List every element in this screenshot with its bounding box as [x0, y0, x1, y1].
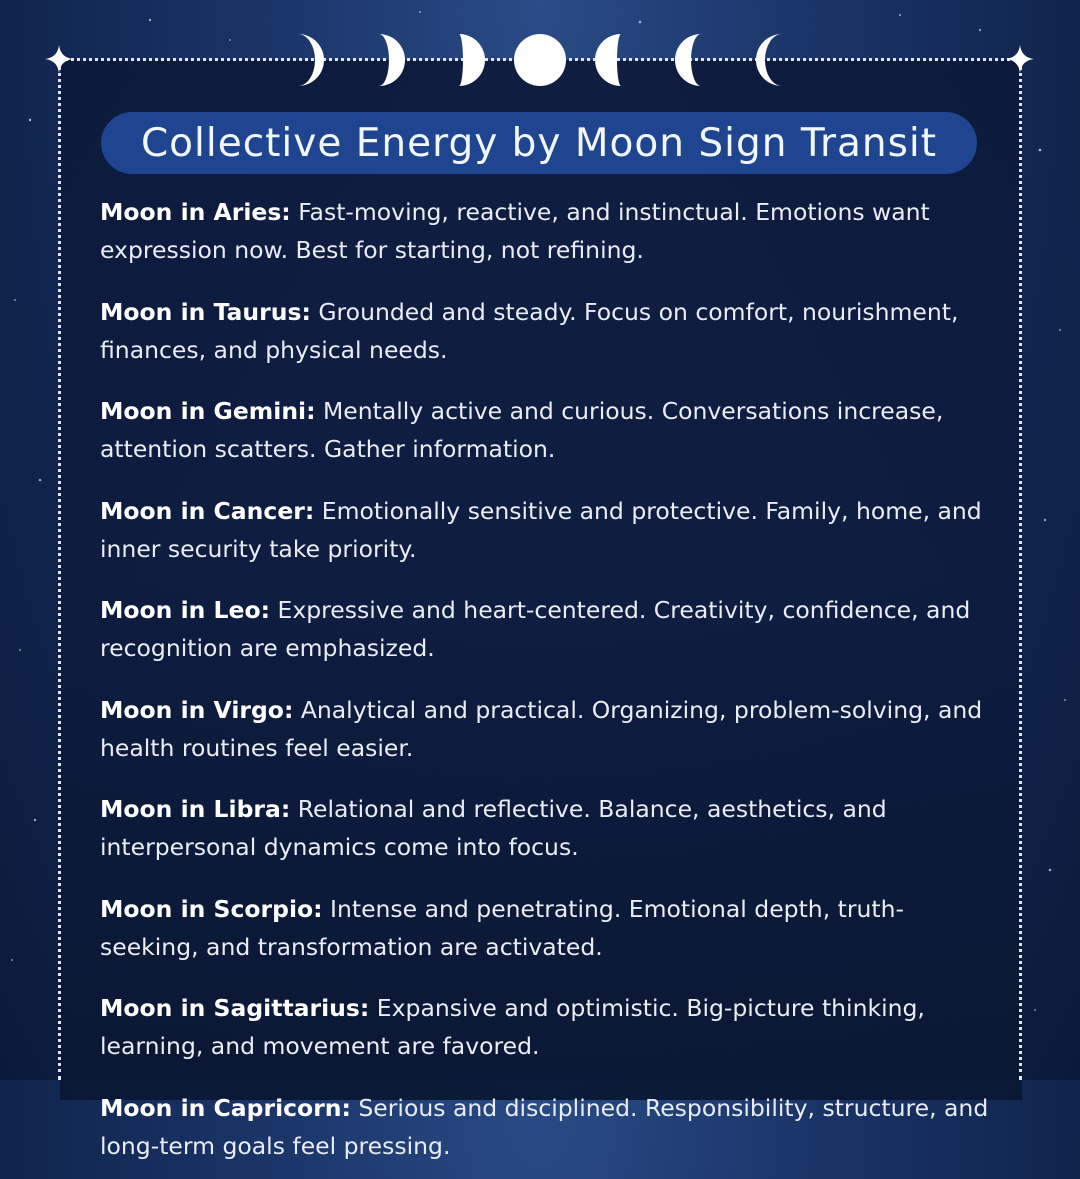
list-item	[100, 890, 1000, 966]
list-item	[100, 193, 1000, 269]
waning-crescent-icon	[270, 32, 326, 88]
entry-description: Expressive and heart-centered. Creativity, confidence, and recognition are emphasized.	[100, 596, 971, 662]
entry-description: Intense and penetrating. Emotional depth, truth-seeking, and transformation are activated.	[100, 894, 905, 961]
entry-sign: Moon in Sagittarius:	[100, 994, 370, 1022]
full-moon-icon	[512, 32, 568, 88]
waxing-crescent-icon	[754, 32, 810, 88]
entry-sign: Moon in Virgo:	[100, 695, 294, 724]
page-title: Collective Energy by Moon Sign Transit	[140, 120, 938, 166]
entry-sign: Moon in Cancer:	[100, 496, 315, 525]
entry-description: Relational and reflective. Balance, aesthetics, and interpersonal dynamics come into focus.	[100, 795, 887, 861]
waxing-quarter-icon	[673, 32, 729, 88]
list-item	[100, 591, 1000, 667]
entry-description: Grounded and steady. Focus on comfort, nourishment, finances, and physical needs.	[100, 297, 959, 364]
sparkle-icon	[1006, 45, 1034, 73]
entry-sign: Moon in Aries:	[100, 198, 291, 226]
moon-sign-list	[100, 193, 1000, 1179]
entry-description: Emotionally sensitive and protective. Family, home, and inner security take priority.	[100, 496, 982, 563]
list-item	[100, 1089, 1000, 1165]
list-item	[100, 392, 1000, 468]
entry-sign: Moon in Capricorn:	[100, 1093, 351, 1122]
waning-quarter-icon	[351, 32, 407, 88]
list-item	[100, 989, 1000, 1065]
entry-sign: Moon in Leo:	[100, 596, 271, 624]
entry-sign: Moon in Gemini:	[100, 397, 316, 425]
entry-description: Mentally active and curious. Conversations increase, attention scatters. Gather information.	[100, 397, 944, 463]
list-item	[100, 293, 1000, 369]
entry-sign: Moon in Scorpio:	[100, 894, 323, 923]
entry-sign: Moon in Libra:	[100, 795, 291, 823]
moon-phases-row	[270, 30, 810, 90]
entry-description: Analytical and practical. Organizing, problem-solving, and health routines feel easier.	[100, 695, 983, 762]
waning-gibbous-icon	[431, 32, 487, 88]
title-banner	[101, 112, 977, 174]
waxing-gibbous-icon	[593, 32, 649, 88]
list-item	[100, 492, 1000, 568]
dotted-border-right	[1019, 60, 1022, 1080]
list-item	[100, 691, 1000, 767]
entry-description: Fast-moving, reactive, and instinctual. Emotions want expression now. Best for starting, not refining.	[100, 198, 930, 264]
list-item	[100, 790, 1000, 866]
entry-description: Expansive and optimistic. Big-picture thinking, learning, and movement are favored.	[100, 994, 925, 1060]
sparkle-icon	[45, 45, 73, 73]
dotted-border-left	[58, 60, 61, 1080]
entry-sign: Moon in Taurus:	[100, 297, 311, 326]
entry-description: Serious and disciplined. Responsibility, structure, and long-term goals feel pressing.	[100, 1093, 989, 1160]
